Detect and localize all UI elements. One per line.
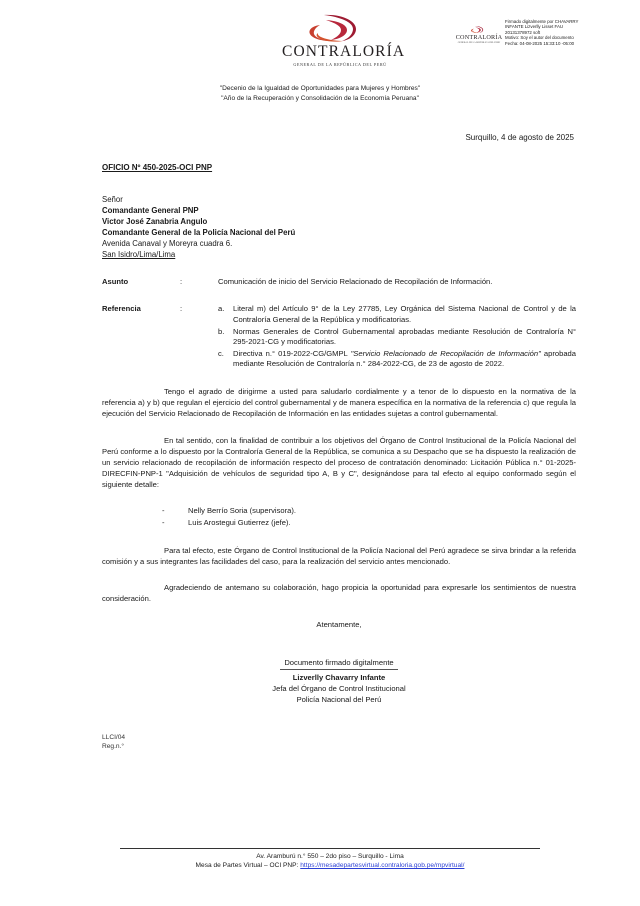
motto-line-1: "Decenio de la Igualdad de Oportunidades para Mujeres y Hombres" [219,85,421,92]
footer-link[interactable]: https://mesadepartesvirtual.contraloria.gob.pe/mpvirtual/ [300,862,465,870]
logo-wordmark: CONTRALORÍA [282,43,406,60]
signer-name: Lizverlly Chavarry Infante [292,672,386,682]
paragraph-2: En tal sentido, con la finalidad de contribuir a los objetivos del Órgano de Control Institucional de la Policía Nacional del Perú conforme a lo dispuesto por la Contraloría General de la República, se comunica a su Despacho que se ha dispuesto la realización de un servicio relacionado de recopilación de información respecto del proceso de contratación denominado: Licitación Pública n.° 01-2025-DIRECFIN-PNP-1 "Adquisición de vehículos de seguridad tipo A, B y C", designándose para tal efecto al equipo conformado según el siguiente detalle: [102,435,576,490]
asunto-value: Comunicación de inicio del Servicio Relacionado de Recopilación de Información. [218,276,493,286]
signature-line-2: INFANTE Lizverlly Lisset FAU [505,24,564,30]
footer-address: Av. Aramburú n.° 550 – 2do piso – Surquillo - Lima [256,852,404,860]
team-member-name: Luis Arostegui Gutierrez (jefe). [188,518,291,528]
code-initials: LLCI/04 [102,733,126,741]
ref-c-post: aprobada mediante Resolución de Contraloría n.° 284-2022-CG, de 23 de agosto de 2022. [233,348,576,369]
ref-text-b: Normas Generales de Control Gubernamental aprobadas mediante Resolución de Contraloría N° 295-2021-CG y modificatorias. [233,326,576,347]
digital-signature-stamp [455,18,578,46]
ref-c-italic: "Servicio Relacionado de Recopilación de Información" [350,348,541,358]
closing-salutation: Atentamente, [316,620,362,630]
paragraph-3: Para tal efecto, este Órgano de Control Institucional de la Policía Nacional del Perú agradece se sirva brindar a la referida comisión y a sus integrantes las facilidades del caso, para la realización del servicio antes mencionado. [102,545,576,566]
stamp-logo [455,18,503,44]
list-item [162,505,576,518]
motto-block [0,84,640,103]
paragraph-4: Agradeciendo de antemano su colaboración, hago propicia la oportunidad para expresarle los sentimientos de nuestra consideración. [102,583,576,604]
addressee-street: Avenida Canaval y Moreyra cuadra 6. [102,238,233,248]
ref-text-c [233,349,576,370]
addressee-name: Victor José Zanabria Angulo [102,216,208,226]
addressee-block [102,194,576,260]
signature-block [102,657,576,705]
addressee-rank: Comandante General PNP [102,205,199,215]
signer-org: Policía Nacional del Perú [296,694,382,704]
ref-c-pre: Directiva n.° 019-2022-CG/GMPL [233,348,351,358]
referencia-row [102,304,576,371]
signature-details [505,18,578,46]
referencia-label: Referencia [102,304,141,314]
list-item [218,327,576,348]
referencia-list [218,304,576,370]
addressee-district: San Isidro/Lima/Lima [102,249,176,259]
footer-mesa-partes [120,861,540,871]
team-dash: - [162,505,165,515]
oficio-number: OFICIO Nº 450-2025-OCI PNP [102,163,213,173]
ref-marker-a: a. [218,304,225,314]
list-item [218,304,576,325]
ref-marker-c: c. [218,348,224,358]
document-header [0,0,640,78]
code-registry: Reg.n.° [102,742,125,750]
contraloria-swoosh-icon [282,13,398,43]
signature-line-5: Fecha: 04-08-2025 15:33:10 -05:00 [505,40,575,46]
team-dash: - [162,518,165,528]
addressee-salutation: Señor [102,194,123,204]
signature-line-3: 20131378972 soft [505,29,541,35]
letter-body [102,133,576,751]
signature-line-4: Motivo: Soy el autor del documento [505,35,574,41]
list-item [162,517,576,530]
asunto-row [102,277,576,288]
logo-subtitle: GENERAL DE LA REPÚBLICA DEL PERÚ [293,61,387,67]
motto-line-2: "Año de la Recuperación y Consolidación de la Economía Peruana" [221,94,419,102]
page-footer [120,848,540,871]
asunto-colon: : [180,276,183,286]
team-member-name: Nelly Berrío Soria (supervisora). [188,505,297,515]
contraloria-logo [282,13,406,67]
letter-date: Surquillo, 4 de agosto de 2025 [465,133,574,142]
ref-marker-b: b. [218,326,225,336]
ref-text-a: Literal m) del Artículo 9° de la Ley 27785, Ley Orgánica del Sistema Nacional de Control y de la Contraloría General de la República y modificatorias. [233,304,576,324]
signature-digital-note: Documento firmado digitalmente [280,657,397,670]
footer-mesa-label: Mesa de Partes Virtual – OCI PNP: [195,862,301,870]
list-item [218,349,576,370]
referencia-colon: : [180,304,183,314]
stamp-wordmark: CONTRALORÍA [455,34,503,41]
addressee-position: Comandante General de la Policía Nacional del Perú [102,227,296,237]
asunto-label: Asunto [102,276,129,286]
signer-title: Jefa del Órgano de Control Institucional [272,683,406,693]
stamp-subtitle: GENERAL DE LA REPÚBLICA DEL PERÚ [457,42,501,45]
team-list [162,505,576,530]
signature-line-1: Firmado digitalmente por CHAVARRY [505,19,579,24]
reference-codes [102,733,576,751]
referencia-value [218,304,576,371]
paragraph-1: Tengo el agrado de dirigirme a usted para saludarlo cordialmente y a tenor de lo dispuesto en la normativa de la referencia a) y b) que regulan el ejercicio del control gubernamental y de manera específica en la normativa de la referencia c) que regula la ejecución del Servicio Relacionado de Recopilación de Información en las entidades sujetas a control gubernamental. [102,386,576,419]
